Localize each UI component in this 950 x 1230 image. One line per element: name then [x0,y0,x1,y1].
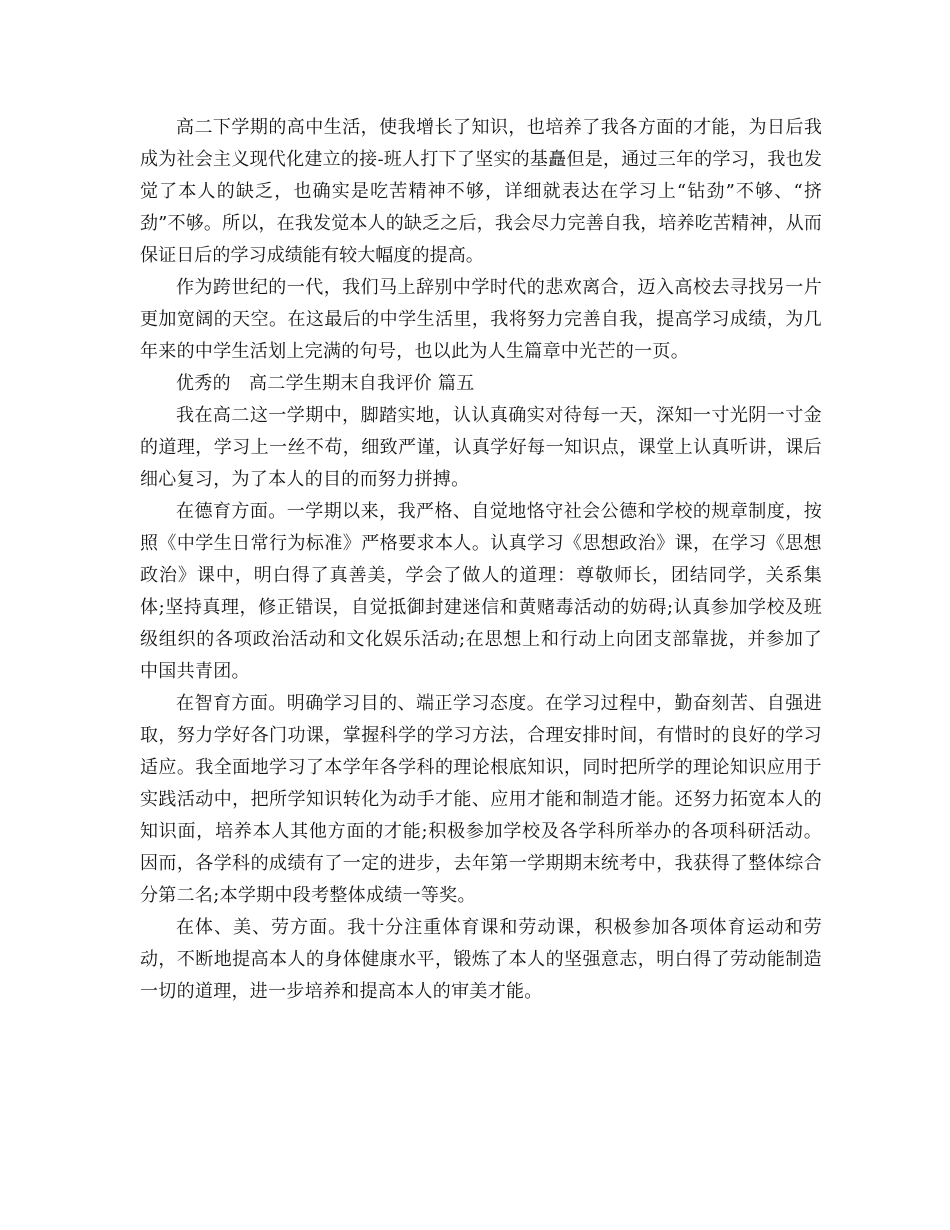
section-heading: 优秀的 高二学生期末自我评价 篇五 [176,373,475,394]
document-page [140,112,822,1008]
paragraph-1: 高二下学期的高中生活，使我增长了知识，也培养了我各方面的才能，为日后我成为社会主义现代化建立的接-班人打下了坚实的基矗但是，通过三年的学习，我也发觉了本人的缺乏，也确实是吃苦精神不够，详细就表达在学习上“钻劲”不够、“挤劲”不够。所以，在我发觉本人的缺乏之后，我会尽力完善自我，培养吃苦精神，从而保证日后的学习成绩能有较大幅度的提高。 [140,117,822,266]
section-paragraph-2: 在德育方面。一学期以来，我严格、自觉地恪守社会公德和学校的规章制度，按照《中学生日常行为标准》严格要求本人。认真学习《思想政治》课，在学习《思想政治》课中，明白得了真善美，学会了做人的道理：尊敬师长，团结同学，关系集体;坚持真理，修正错误，自觉抵御封建迷信和黄赌毒活动的妨碍;认真参加学校及班级组织的各项政治活动和文化娱乐活动;在思想上和行动上向团支部靠拢，并参加了中国共青团。 [140,501,822,682]
section-paragraph-4: 在体、美、劳方面。我十分注重体育课和劳动课，积极参加各项体育运动和劳动，不断地提高本人的身体健康水平，锻炼了本人的坚强意志，明白得了劳动能制造一切的道理，进一步培养和提高本人的审美才能。 [140,917,822,1002]
paragraph-2: 作为跨世纪的一代，我们马上辞别中学时代的悲欢离合，迈入高校去寻找另一片更加宽阔的天空。在这最后的中学生活里，我将努力完善自我，提高学习成绩，为几年来的中学生活划上完满的句号，也以此为人生篇章中光芒的一页。 [140,277,822,362]
section-paragraph-1: 我在高二这一学期中，脚踏实地，认认真确实对待每一天，深知一寸光阴一寸金的道理，学习上一丝不苟，细致严谨，认真学好每一知识点，课堂上认真听讲，课后细心复习，为了本人的目的而努力拼搏。 [140,405,822,490]
section-paragraph-3: 在智育方面。明确学习目的、端正学习态度。在学习过程中，勤奋刻苦、自强进取，努力学好各门功课，掌握科学的学习方法，合理安排时间，有惜时的良好的学习适应。我全面地学习了本学年各学科的理论根底知识，同时把所学的理论知识应用于实践活动中，把所学知识转化为动手才能、应用才能和制造才能。还努力拓宽本人的知识面，培养本人其他方面的才能;积极参加学校及各学科所举办的各项科研活动。因而，各学科的成绩有了一定的进步，去年第一学期期末统考中，我获得了整体综合分第二名;本学期中段考整体成绩一等奖。 [140,693,822,906]
